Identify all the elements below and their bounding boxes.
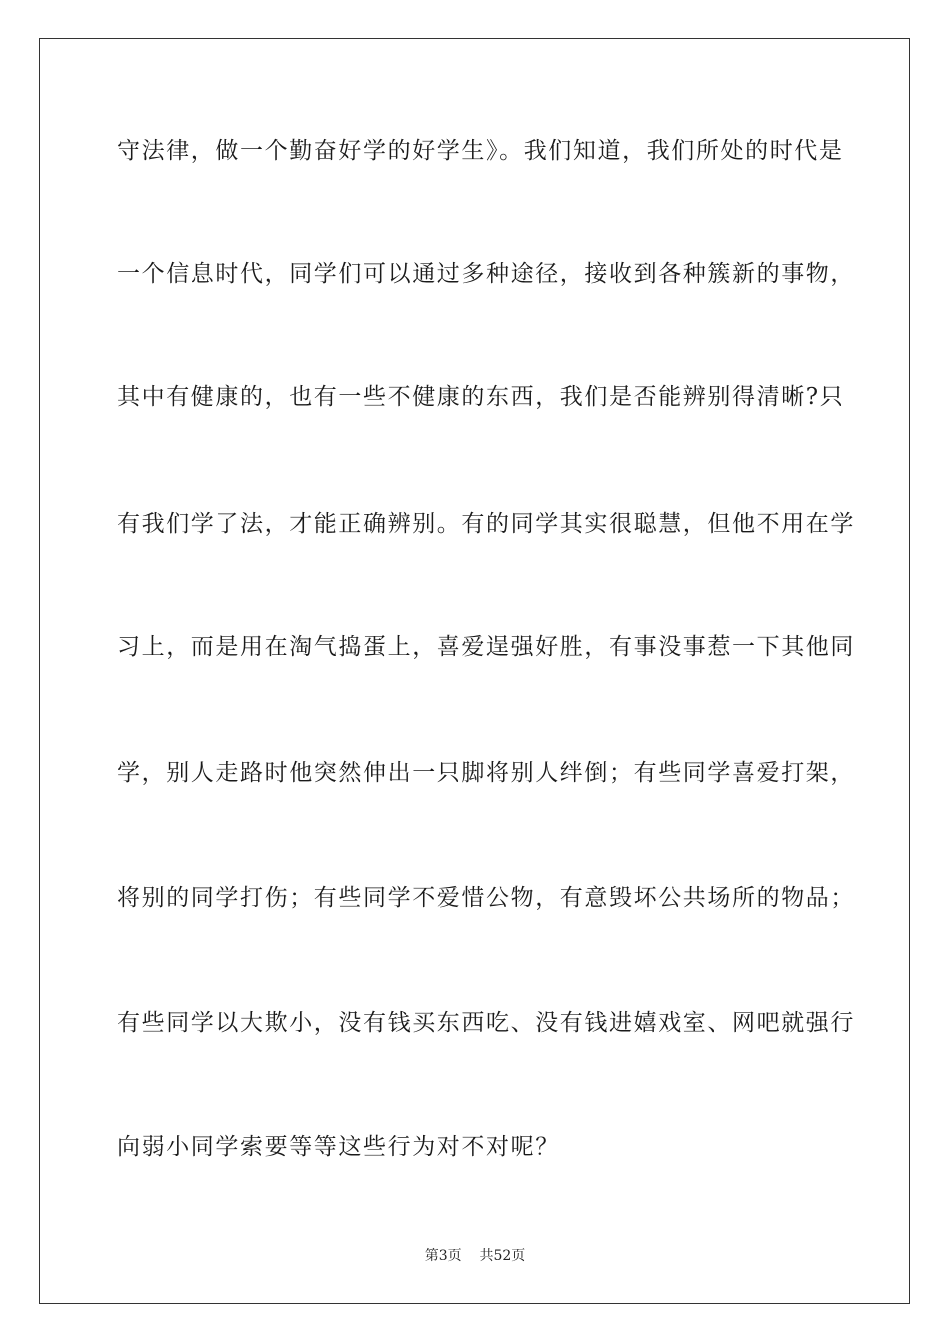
text-line-1: 守法律，做一个勤奋好学的好学生》。我们知道，我们所处的时代是: [117, 138, 844, 164]
text-line-9: 向弱小同学索要等等这些行为对不对呢？: [117, 1134, 560, 1160]
page-border: [39, 38, 910, 1304]
text-line-2: 一个信息时代，同学们可以通过多种途径，接收到各种簇新的事物，: [117, 261, 855, 287]
text-line-5: 习上，而是用在淘气捣蛋上，喜爱逞强好胜，有事没事惹一下其他同: [117, 634, 855, 660]
text-line-6: 学，别人走路时他突然伸出一只脚将别人绊倒；有些同学喜爱打架，: [117, 760, 855, 786]
text-line-8: 有些同学以大欺小，没有钱买东西吃、没有钱进嬉戏室、网吧就强行: [117, 1010, 855, 1036]
page-total: 共52页: [479, 1248, 526, 1264]
text-line-7: 将别的同学打伤；有些同学不爱惜公物，有意毁坏公共场所的物品；: [117, 885, 855, 911]
page-footer: [0, 1246, 950, 1266]
text-line-3: 其中有健康的，也有一些不健康的东西，我们是否能辨别得清晰?只: [117, 384, 845, 410]
page-number: 第3页: [424, 1248, 462, 1264]
text-line-4: 有我们学了法，才能正确辨别。有的同学其实很聪慧，但他不用在学: [117, 511, 855, 537]
